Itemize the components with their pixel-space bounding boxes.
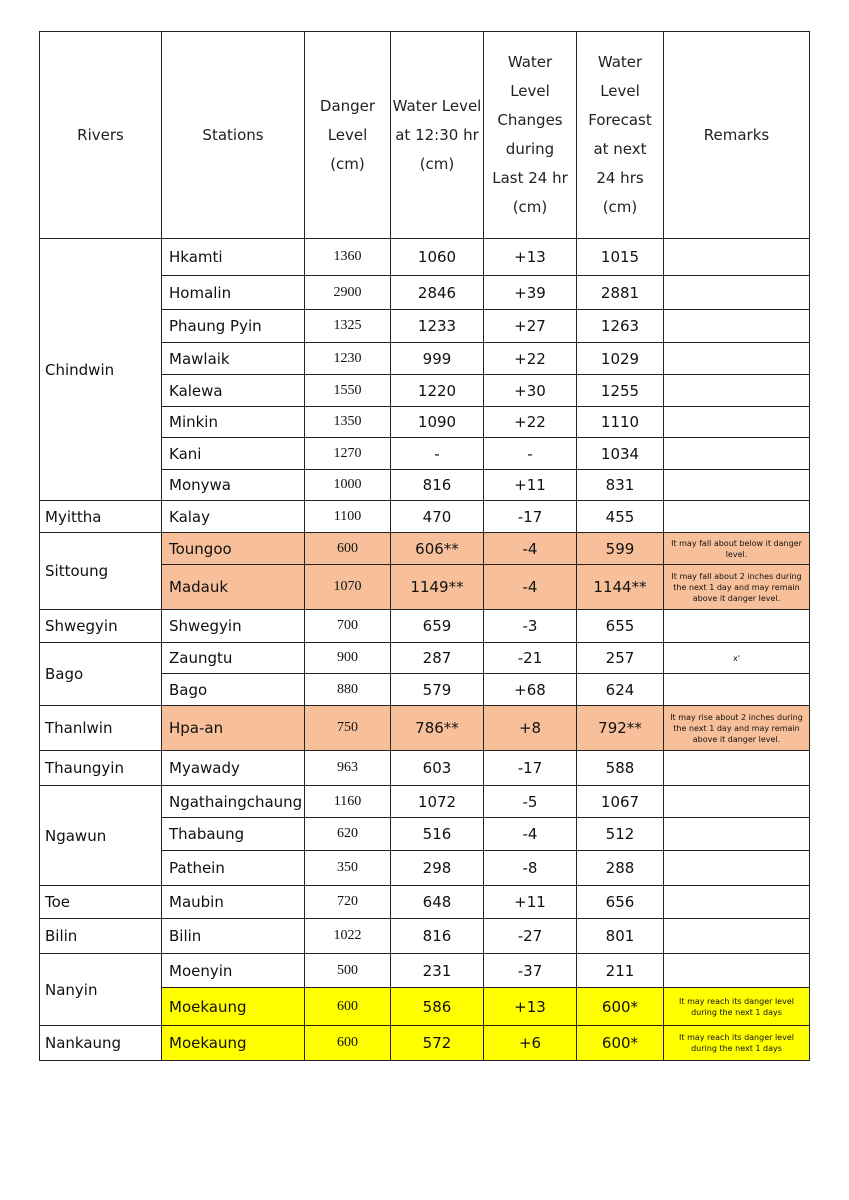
- forecast-level: 1255: [577, 375, 664, 407]
- level-change: +22: [484, 407, 577, 438]
- forecast-level: 257: [577, 643, 664, 674]
- river-name: Nankaung: [40, 1026, 162, 1061]
- level-change: +11: [484, 886, 577, 919]
- forecast-level: 801: [577, 919, 664, 954]
- level-change: +39: [484, 276, 577, 310]
- forecast-level: 600*: [577, 1026, 664, 1061]
- forecast-level: 1067: [577, 786, 664, 818]
- water-level: 2846: [391, 276, 484, 310]
- danger-level: 700: [305, 610, 391, 643]
- forecast-level: 624: [577, 674, 664, 706]
- level-change: -4: [484, 565, 577, 610]
- forecast-level: 288: [577, 851, 664, 886]
- level-change: -5: [484, 786, 577, 818]
- remark: [664, 375, 810, 407]
- water-level: 1233: [391, 310, 484, 343]
- water-level: 1090: [391, 407, 484, 438]
- danger-level: 1070: [305, 565, 391, 610]
- water-level: 1060: [391, 239, 484, 276]
- remark: [664, 751, 810, 786]
- water-level: 1149**: [391, 565, 484, 610]
- header-water-level: Water Level at 12:30 hr (cm): [391, 32, 484, 239]
- level-change: -4: [484, 533, 577, 565]
- station-name: Homalin: [162, 276, 305, 310]
- river-name: Myittha: [40, 501, 162, 533]
- danger-level: 600: [305, 1026, 391, 1061]
- station-name: Kalay: [162, 501, 305, 533]
- station-name: Ngathaingchaung: [162, 786, 305, 818]
- forecast-level: 655: [577, 610, 664, 643]
- forecast-level: 211: [577, 954, 664, 988]
- table-row: [40, 239, 810, 276]
- level-change: -21: [484, 643, 577, 674]
- forecast-level: 656: [577, 886, 664, 919]
- level-change: -3: [484, 610, 577, 643]
- station-name: Minkin: [162, 407, 305, 438]
- forecast-level: 1015: [577, 239, 664, 276]
- water-level: 470: [391, 501, 484, 533]
- table-row: [40, 919, 810, 954]
- level-change: -4: [484, 818, 577, 851]
- remark: It may fall about 2 inches during the next 1 day and may remain above it danger level.: [664, 565, 810, 610]
- forecast-level: 1029: [577, 343, 664, 375]
- remark: [664, 276, 810, 310]
- remark: It may reach its danger level during the next 1 days: [664, 988, 810, 1026]
- water-level: 648: [391, 886, 484, 919]
- danger-level: 1350: [305, 407, 391, 438]
- forecast-level: 2881: [577, 276, 664, 310]
- forecast-level: 600*: [577, 988, 664, 1026]
- danger-level: 1270: [305, 438, 391, 470]
- forecast-level: 455: [577, 501, 664, 533]
- water-level: 816: [391, 470, 484, 501]
- level-change: -17: [484, 501, 577, 533]
- table-row: [40, 706, 810, 751]
- level-change: +22: [484, 343, 577, 375]
- remark: [664, 674, 810, 706]
- level-change: +11: [484, 470, 577, 501]
- river-name: Bilin: [40, 919, 162, 954]
- station-name: Thabaung: [162, 818, 305, 851]
- water-level: 516: [391, 818, 484, 851]
- forecast-level: 599: [577, 533, 664, 565]
- level-change: -: [484, 438, 577, 470]
- forecast-level: 588: [577, 751, 664, 786]
- station-name: Madauk: [162, 565, 305, 610]
- river-name: Shwegyin: [40, 610, 162, 643]
- forecast-level: 1144**: [577, 565, 664, 610]
- remark: [664, 438, 810, 470]
- remark: [664, 954, 810, 988]
- forecast-level: 512: [577, 818, 664, 851]
- water-level: -: [391, 438, 484, 470]
- station-name: Kalewa: [162, 375, 305, 407]
- remark: [664, 470, 810, 501]
- station-name: Toungoo: [162, 533, 305, 565]
- water-level: 786**: [391, 706, 484, 751]
- header-row: [40, 32, 810, 239]
- water-level: 999: [391, 343, 484, 375]
- station-name: Hkamti: [162, 239, 305, 276]
- water-level: 816: [391, 919, 484, 954]
- river-water-level-table: [39, 31, 810, 1061]
- level-change: -27: [484, 919, 577, 954]
- remark: [664, 886, 810, 919]
- header-danger-level: Danger Level (cm): [305, 32, 391, 239]
- table-row: [40, 954, 810, 988]
- header-stations: Stations: [162, 32, 305, 239]
- header-rivers: Rivers: [40, 32, 162, 239]
- forecast-level: 1263: [577, 310, 664, 343]
- header-forecast: Water Level Forecast at next 24 hrs (cm): [577, 32, 664, 239]
- water-level: 231: [391, 954, 484, 988]
- remark: [664, 310, 810, 343]
- remark: [664, 239, 810, 276]
- forecast-level: 792**: [577, 706, 664, 751]
- danger-level: 1160: [305, 786, 391, 818]
- station-name: Moekaung: [162, 1026, 305, 1061]
- remark: [664, 786, 810, 818]
- danger-level: 750: [305, 706, 391, 751]
- river-name: Bago: [40, 643, 162, 706]
- water-level: 1072: [391, 786, 484, 818]
- danger-level: 900: [305, 643, 391, 674]
- remark: [664, 407, 810, 438]
- table-row: [40, 1026, 810, 1061]
- water-level: 298: [391, 851, 484, 886]
- table-row: [40, 610, 810, 643]
- water-level: 603: [391, 751, 484, 786]
- danger-level: 1022: [305, 919, 391, 954]
- station-name: Hpa-an: [162, 706, 305, 751]
- danger-level: 350: [305, 851, 391, 886]
- table-row: [40, 751, 810, 786]
- remark: [664, 610, 810, 643]
- remark: It may fall about below it danger level.: [664, 533, 810, 565]
- danger-level: 1000: [305, 470, 391, 501]
- header-level-changes: Water Level Changes during Last 24 hr (cm): [484, 32, 577, 239]
- level-change: +68: [484, 674, 577, 706]
- level-change: +13: [484, 239, 577, 276]
- station-name: Bilin: [162, 919, 305, 954]
- remark: It may reach its danger level during the next 1 days: [664, 1026, 810, 1061]
- level-change: +6: [484, 1026, 577, 1061]
- danger-level: 2900: [305, 276, 391, 310]
- remark: It may rise about 2 inches during the next 1 day and may remain above it danger level.: [664, 706, 810, 751]
- level-change: -8: [484, 851, 577, 886]
- danger-level: 620: [305, 818, 391, 851]
- station-name: Monywa: [162, 470, 305, 501]
- danger-level: 1550: [305, 375, 391, 407]
- table-row: [40, 643, 810, 674]
- station-name: Moenyin: [162, 954, 305, 988]
- level-change: +8: [484, 706, 577, 751]
- river-name: Thanlwin: [40, 706, 162, 751]
- level-change: +30: [484, 375, 577, 407]
- station-name: Maubin: [162, 886, 305, 919]
- level-change: +27: [484, 310, 577, 343]
- water-level: 579: [391, 674, 484, 706]
- danger-level: 1100: [305, 501, 391, 533]
- station-name: Shwegyin: [162, 610, 305, 643]
- station-name: Mawlaik: [162, 343, 305, 375]
- level-change: -37: [484, 954, 577, 988]
- remark: [664, 851, 810, 886]
- station-name: Phaung Pyin: [162, 310, 305, 343]
- river-name: Toe: [40, 886, 162, 919]
- station-name: Bago: [162, 674, 305, 706]
- danger-level: 600: [305, 988, 391, 1026]
- station-name: Kani: [162, 438, 305, 470]
- remark: [664, 919, 810, 954]
- remark: [664, 501, 810, 533]
- water-level: 606**: [391, 533, 484, 565]
- river-name: Nanyin: [40, 954, 162, 1026]
- forecast-level: 1034: [577, 438, 664, 470]
- danger-level: 1230: [305, 343, 391, 375]
- forecast-level: 831: [577, 470, 664, 501]
- danger-level: 880: [305, 674, 391, 706]
- level-change: -17: [484, 751, 577, 786]
- river-name: Thaungyin: [40, 751, 162, 786]
- remark: x': [664, 643, 810, 674]
- station-name: Zaungtu: [162, 643, 305, 674]
- danger-level: 720: [305, 886, 391, 919]
- danger-level: 500: [305, 954, 391, 988]
- forecast-level: 1110: [577, 407, 664, 438]
- river-name: Ngawun: [40, 786, 162, 886]
- station-name: Pathein: [162, 851, 305, 886]
- water-level: 287: [391, 643, 484, 674]
- remark: [664, 818, 810, 851]
- river-name: Sittoung: [40, 533, 162, 610]
- danger-level: 963: [305, 751, 391, 786]
- table-row: [40, 501, 810, 533]
- station-name: Myawady: [162, 751, 305, 786]
- water-level: 586: [391, 988, 484, 1026]
- table-row: [40, 886, 810, 919]
- water-level: 659: [391, 610, 484, 643]
- station-name: Moekaung: [162, 988, 305, 1026]
- level-change: +13: [484, 988, 577, 1026]
- river-name: Chindwin: [40, 239, 162, 501]
- water-level: 572: [391, 1026, 484, 1061]
- table-row: [40, 533, 810, 565]
- danger-level: 600: [305, 533, 391, 565]
- table-row: [40, 786, 810, 818]
- danger-level: 1360: [305, 239, 391, 276]
- water-level: 1220: [391, 375, 484, 407]
- header-remarks: Remarks: [664, 32, 810, 239]
- remark: [664, 343, 810, 375]
- danger-level: 1325: [305, 310, 391, 343]
